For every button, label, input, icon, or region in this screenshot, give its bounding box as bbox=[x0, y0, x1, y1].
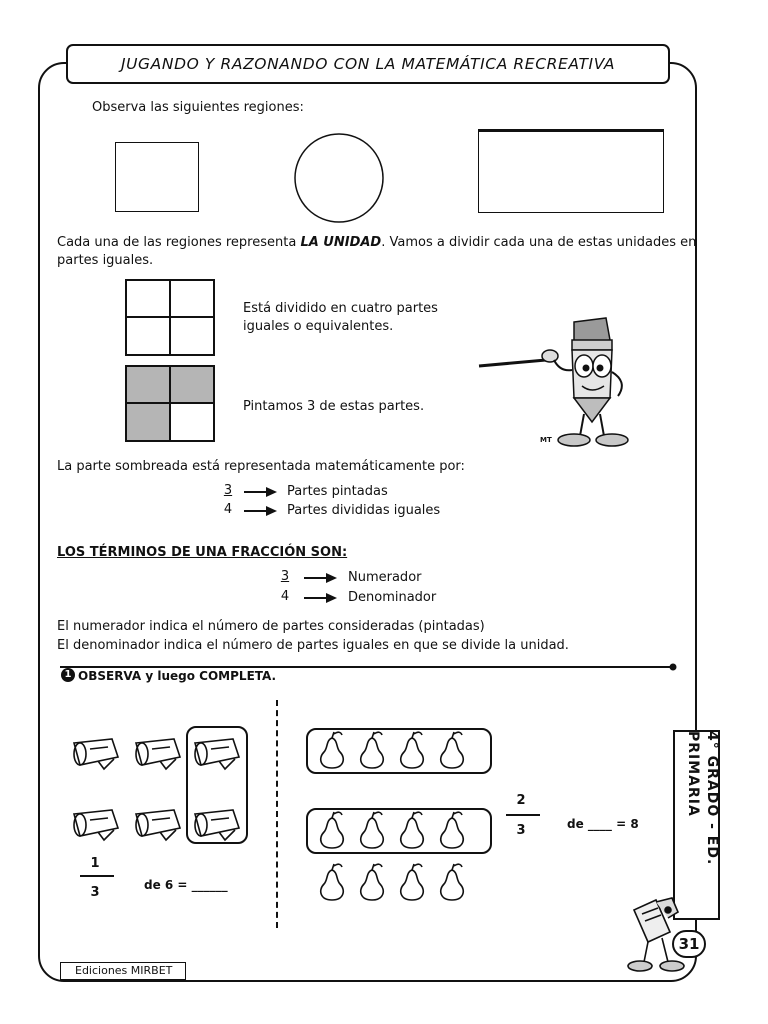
painted-text: Pintamos 3 de estas partes. bbox=[243, 399, 425, 414]
circle-region bbox=[292, 131, 386, 225]
unit-paragraph-line1 bbox=[57, 234, 696, 252]
sidebar-line2: PRIMARIA bbox=[685, 731, 701, 817]
page-title-text: JUGANDO Y RAZONANDO CON LA MATEMÁTICA RECREATIVA bbox=[120, 55, 616, 73]
sharpener-icon bbox=[70, 735, 126, 771]
shaded-square bbox=[125, 365, 217, 443]
terms-heading: LOS TÉRMINOS DE UNA FRACCIÓN SON: bbox=[57, 545, 348, 560]
fraction2-numerator: 3 bbox=[280, 569, 290, 584]
denominator-definition: El denominador indica el número de partes iguales en que se divide la unidad. bbox=[57, 638, 569, 653]
arrow-right-icon bbox=[244, 487, 278, 497]
sharpener-icon bbox=[132, 806, 188, 842]
exercise-number-badge: 1 bbox=[61, 668, 75, 682]
unit-text-bold: LA UNIDAD bbox=[300, 235, 382, 250]
divided-text-2: iguales o equivalentes. bbox=[243, 319, 394, 334]
ex1-text[interactable]: de 6 = ______ bbox=[144, 878, 228, 892]
pear-icon bbox=[436, 862, 468, 904]
sharpener-icon bbox=[191, 735, 247, 771]
fraction2-denominator: 4 bbox=[280, 589, 290, 604]
fraction2-num-label: Numerador bbox=[348, 570, 422, 585]
sharpener-icon bbox=[132, 735, 188, 771]
ex1-denominator: 3 bbox=[90, 885, 100, 900]
mascot-label: MT bbox=[540, 436, 552, 444]
sidebar-line1: 4° GRADO - ED. bbox=[704, 731, 720, 866]
ex2-fraction-bar bbox=[506, 814, 540, 816]
pear-icon bbox=[316, 862, 348, 904]
page-title bbox=[66, 44, 670, 84]
arrow-right-icon bbox=[244, 506, 278, 516]
square-region bbox=[115, 142, 199, 212]
fraction1-den-label: Partes divididas iguales bbox=[287, 503, 441, 518]
sharpener-icon bbox=[191, 806, 247, 842]
numerator-definition: El numerador indica el número de partes consideradas (pintadas) bbox=[57, 619, 485, 634]
pear-icon bbox=[316, 730, 348, 772]
pear-icon bbox=[356, 862, 388, 904]
ex2-numerator: 2 bbox=[516, 793, 526, 808]
exercise-heading: OBSERVA y luego COMPLETA. bbox=[78, 669, 277, 683]
ex2-text[interactable]: de ____ = 8 bbox=[567, 817, 639, 831]
ex1-fraction-bar bbox=[80, 875, 114, 877]
arrow-right-icon bbox=[304, 573, 338, 583]
pear-icon bbox=[396, 862, 428, 904]
pear-icon bbox=[436, 810, 468, 852]
divided-square bbox=[125, 279, 217, 357]
publisher-footer: Ediciones MIRBET bbox=[60, 962, 186, 980]
pear-icon bbox=[356, 730, 388, 772]
ex1-numerator: 1 bbox=[90, 856, 100, 871]
unit-paragraph-line2: partes iguales. bbox=[57, 253, 154, 268]
rectangle-region bbox=[478, 129, 664, 213]
pear-icon bbox=[316, 810, 348, 852]
pear-icon bbox=[436, 730, 468, 772]
arrow-right-icon bbox=[304, 593, 338, 603]
unit-text-b: . Vamos a dividir cada una de estas unidades en bbox=[381, 235, 697, 250]
unit-text-a: Cada una de las regiones representa bbox=[57, 235, 301, 250]
page-number: 31 bbox=[672, 930, 706, 958]
pear-icon bbox=[356, 810, 388, 852]
fraction1-numerator: 3 bbox=[223, 483, 233, 498]
pencil-teacher-mascot bbox=[476, 310, 651, 450]
divided-text-1: Está dividido en cuatro partes bbox=[243, 301, 438, 316]
sharpener-icon bbox=[70, 806, 126, 842]
pear-icon bbox=[396, 810, 428, 852]
ex2-denominator: 3 bbox=[516, 823, 526, 838]
represented-text: La parte sombreada está representada matemáticamente por: bbox=[57, 459, 465, 474]
intro-text: Observa las siguientes regiones: bbox=[92, 100, 304, 115]
fraction2-den-label: Denominador bbox=[348, 590, 437, 605]
pear-icon bbox=[396, 730, 428, 772]
fraction1-num-label: Partes pintadas bbox=[287, 484, 388, 499]
exercise-divider bbox=[276, 700, 278, 928]
fraction1-denominator: 4 bbox=[223, 502, 233, 517]
